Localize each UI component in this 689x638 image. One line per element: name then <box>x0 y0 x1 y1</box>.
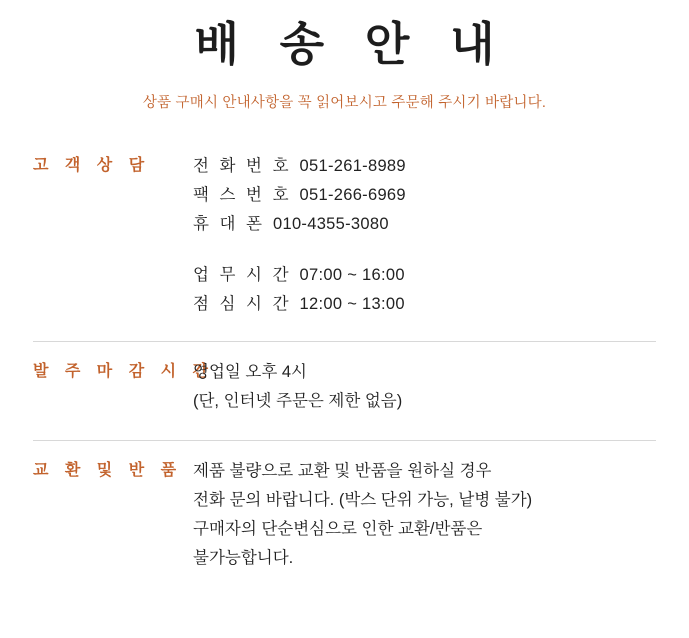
exchange-line-1: 제품 불량으로 교환 및 반품을 원하실 경우 <box>193 461 492 480</box>
exchange-line-3: 구매자의 단순변심으로 인한 교환/반품은 <box>193 519 483 538</box>
contact-fax-key: 팩 스 번 호 <box>193 185 292 204</box>
section-customer-support <box>33 152 656 341</box>
section-label-order-cutoff: 발 주 마 감 시 간 <box>33 362 214 380</box>
lunch-hours-value: 12:00 ~ 13:00 <box>299 294 405 313</box>
business-hours-key: 업 무 시 간 <box>193 265 292 284</box>
contact-spacer <box>193 239 656 261</box>
lunch-hours-key: 점 심 시 간 <box>193 294 292 313</box>
section-label-customer-support: 고 객 상 담 <box>33 156 151 174</box>
info-sections <box>0 152 689 573</box>
contact-row-fax <box>193 181 656 210</box>
contact-row-lunch-hours <box>193 290 656 319</box>
contact-mobile-value: 010-4355-3080 <box>273 214 389 233</box>
business-hours-value: 07:00 ~ 16:00 <box>299 265 405 284</box>
contact-row-business-hours <box>193 261 656 290</box>
order-cutoff-line-1: 영업일 오후 4시 <box>193 362 307 381</box>
section-body-order-cutoff <box>193 358 656 416</box>
contact-fax-value: 051-266-6969 <box>299 185 406 204</box>
page-title: 배 송 안 내 <box>194 18 509 70</box>
section-order-cutoff <box>33 341 656 440</box>
contact-phone-value: 051-261-8989 <box>299 156 406 175</box>
contact-row-mobile <box>193 210 656 239</box>
section-label-exchange-return: 교 환 및 반 품 <box>33 461 183 479</box>
exchange-line-2: 전화 문의 바랍니다. (박스 단위 가능, 낱병 불가) <box>193 490 533 509</box>
exchange-line-4: 불가능합니다. <box>193 548 294 567</box>
section-body-exchange-return <box>193 457 656 573</box>
contact-mobile-key: 휴 대 폰 <box>193 214 265 233</box>
contact-row-phone <box>193 152 656 181</box>
contact-phone-key: 전 화 번 호 <box>193 156 292 175</box>
order-cutoff-line-2: (단, 인터넷 주문은 제한 없음) <box>193 391 403 410</box>
section-body-customer-support <box>193 152 656 319</box>
section-exchange-return <box>33 440 656 573</box>
page-subtitle: 상품 구매시 안내사항을 꼭 읽어보시고 주문해 주시기 바랍니다. <box>142 94 547 111</box>
